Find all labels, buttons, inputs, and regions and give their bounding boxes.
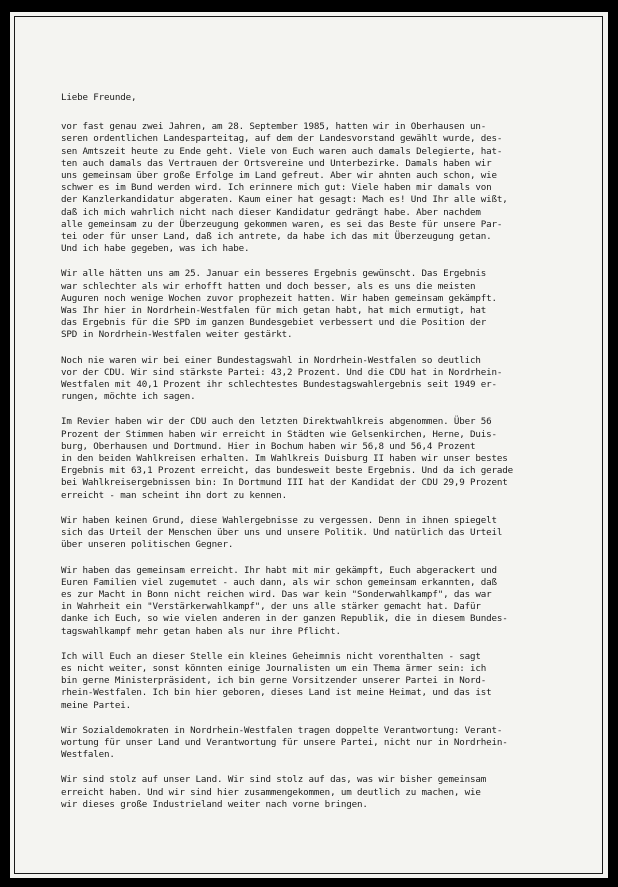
text-line: Wir Sozialdemokraten in Nordrhein-Westfalen tragen doppelte Verantwortung: Verant- bbox=[61, 724, 503, 736]
text-line: Wir sind stolz auf unser Land. Wir sind stolz auf das, was wir bisher gemeinsam bbox=[61, 774, 487, 786]
text-line: alle gemeinsam zu der Überzeugung gekommen waren, es sei das Beste für unsere Par- bbox=[61, 218, 503, 230]
text-line: Westfalen. bbox=[61, 749, 115, 761]
text-line: über unseren politischen Gegner. bbox=[61, 539, 234, 551]
paragraph-9 bbox=[61, 774, 581, 811]
text-line: daß ich mich wahrlich nicht nach dieser Kandidatur gedrängt habe. Aber nachdem bbox=[61, 206, 481, 218]
text-line: Was Ihr hier in Nordrhein-Westfalen für mich getan habt, hat mich ermutigt, hat bbox=[61, 305, 487, 317]
text-line: wortung für unser Land und Verantwortung für unsere Partei, nicht nur in Nordrhein- bbox=[61, 736, 508, 748]
text-line: seren ordentlichen Landesparteitag, auf dem der Landesvorstand gewählt wurde, des- bbox=[61, 133, 503, 145]
text-line: war schlechter als wir erhofft hatten und doch besser, als es uns die meisten bbox=[61, 280, 476, 292]
text-line: Westfalen mit 40,1 Prozent ihr schlechtestes Bundestagswahlergebnis seit 1949 er- bbox=[61, 379, 497, 391]
text-line: erreicht - man scheint ihn dort zu kennen. bbox=[61, 489, 288, 501]
text-line: tagswahlkampf mehr getan haben als nur ihre Pflicht. bbox=[61, 625, 341, 637]
text-line: meine Partei. bbox=[61, 699, 131, 711]
text-line: schwer es im Bund werden wird. Ich erinnere mich gut: Viele haben mir damals von bbox=[61, 182, 492, 194]
text-line: Ergebnis mit 63,1 Prozent erreicht, das bundesweit beste Ergebnis. Und da ich gerade bbox=[61, 465, 514, 477]
text-line: Wir haben keinen Grund, diese Wahlergebnisse zu vergessen. Denn in ihnen spiegelt bbox=[61, 514, 497, 526]
text-line: in den beiden Wahlkreisen erhalten. Im Wahlkreis Duisburg II haben wir unser bestes bbox=[61, 453, 508, 465]
text-line: Auguren noch wenige Wochen zuvor prophezeit hatten. Wir haben gemeinsam gekämpft. bbox=[61, 292, 497, 304]
text-line: es zur Macht in Bonn nicht reichen wird. Das war kein "Sonderwahlkampf", das war bbox=[61, 588, 492, 600]
text-line: bei Wahlkreisergebnissen bin: In Dortmund III hat der Kandidat der CDU 29,9 Prozent bbox=[61, 477, 508, 489]
text-line: Wir haben das gemeinsam erreicht. Ihr habt mit mir gekämpft, Euch abgerackert und bbox=[61, 564, 497, 576]
text-line: sich das Urteil der Menschen über uns und unsere Politik. Und natürlich das Urteil bbox=[61, 527, 503, 539]
text-line: der Kanzlerkandidatur abgeraten. Kaum einer hat gesagt: Mach es! Und Ihr alle wißt, bbox=[61, 194, 508, 206]
text-line: Wir alle hätten uns am 25. Januar ein besseres Ergebnis gewünscht. Das Ergebnis bbox=[61, 268, 487, 280]
paragraph-4 bbox=[61, 416, 581, 501]
text-line: bin gerne Ministerpräsident, ich bin gerne Vorsitzender unserer Partei in Nord- bbox=[61, 675, 487, 687]
text-line: rungen, möchte ich sagen. bbox=[61, 391, 196, 403]
text-line: uns gemeinsam über große Erfolge im Land gefreut. Aber wir ahnten auch schon, wie bbox=[61, 170, 497, 182]
text-line: sen Amtszeit heute zu Ende geht. Viele von Euch waren auch damals Delegierte, hat- bbox=[61, 145, 503, 157]
text-line: Euren Familien viel zugemutet - auch dann, als wir schon gemeinsam erkannten, daß bbox=[61, 576, 497, 588]
paragraph-5 bbox=[61, 515, 581, 552]
text-line: tei oder für unser Land, daß ich antrete, da habe ich das mit Überzeugung getan. bbox=[61, 231, 492, 243]
text-line: SPD in Nordrhein-Westfalen weiter gestärkt. bbox=[61, 329, 293, 341]
text-line: burg, Oberhausen und Dortmund. Hier in Bochum haben wir 56,8 und 56,4 Prozent bbox=[61, 440, 476, 452]
text-line: ten auch damals das Vertrauen der Ortsvereine und Unterbezirke. Damals haben wir bbox=[61, 157, 492, 169]
text-line: Noch nie waren wir bei einer Bundestagswahl in Nordrhein-Westfalen so deutlich bbox=[61, 354, 481, 366]
text-line: es nicht weiter, sonst könnten einige Journalisten um ein Thema ärmer sein: ich bbox=[61, 662, 487, 674]
paragraph-1 bbox=[61, 121, 581, 255]
paragraph-6 bbox=[61, 565, 581, 638]
paragraph-7 bbox=[61, 651, 581, 712]
letter-body bbox=[61, 92, 581, 824]
text-line: in Wahrheit ein "Verstärkerwahlkampf", der uns alle stärker gemacht hat. Dafür bbox=[61, 601, 481, 613]
text-line: danke ich Euch, so wie vielen anderen in der ganzen Republik, die in diesem Bundes- bbox=[61, 613, 508, 625]
paragraph-8 bbox=[61, 725, 581, 762]
text-line: wir dieses große Industrieland weiter nach vorne bringen. bbox=[61, 798, 368, 810]
paragraph-2 bbox=[61, 268, 581, 341]
text-line: Und ich habe gegeben, was ich habe. bbox=[61, 243, 250, 255]
text-line: vor fast genau zwei Jahren, am 28. September 1985, hatten wir in Oberhausen un- bbox=[61, 121, 487, 133]
text-line: Ich will Euch an dieser Stelle ein kleines Geheimnis nicht vorenthalten - sagt bbox=[61, 650, 481, 662]
text-line: vor der CDU. Wir sind stärkste Partei: 43,2 Prozent. Und die CDU hat in Nordrhein- bbox=[61, 366, 503, 378]
paragraph-3 bbox=[61, 355, 581, 404]
text-line: das Ergebnis für die SPD im ganzen Bundesgebiet verbessert und die Position der bbox=[61, 317, 487, 329]
salutation: Liebe Freunde, bbox=[61, 92, 137, 103]
text-line: Prozent der Stimmen haben wir erreicht in Städten wie Gelsenkirchen, Herne, Duis- bbox=[61, 428, 497, 440]
text-line: erreicht haben. Und wir sind hier zusammengekommen, um deutlich zu machen, wie bbox=[61, 786, 481, 798]
text-line: rhein-Westfalen. Ich bin hier geboren, dieses Land ist meine Heimat, und das ist bbox=[61, 687, 492, 699]
text-line: Im Revier haben wir der CDU auch den letzten Direktwahlkreis abgenommen. Über 56 bbox=[61, 416, 492, 428]
